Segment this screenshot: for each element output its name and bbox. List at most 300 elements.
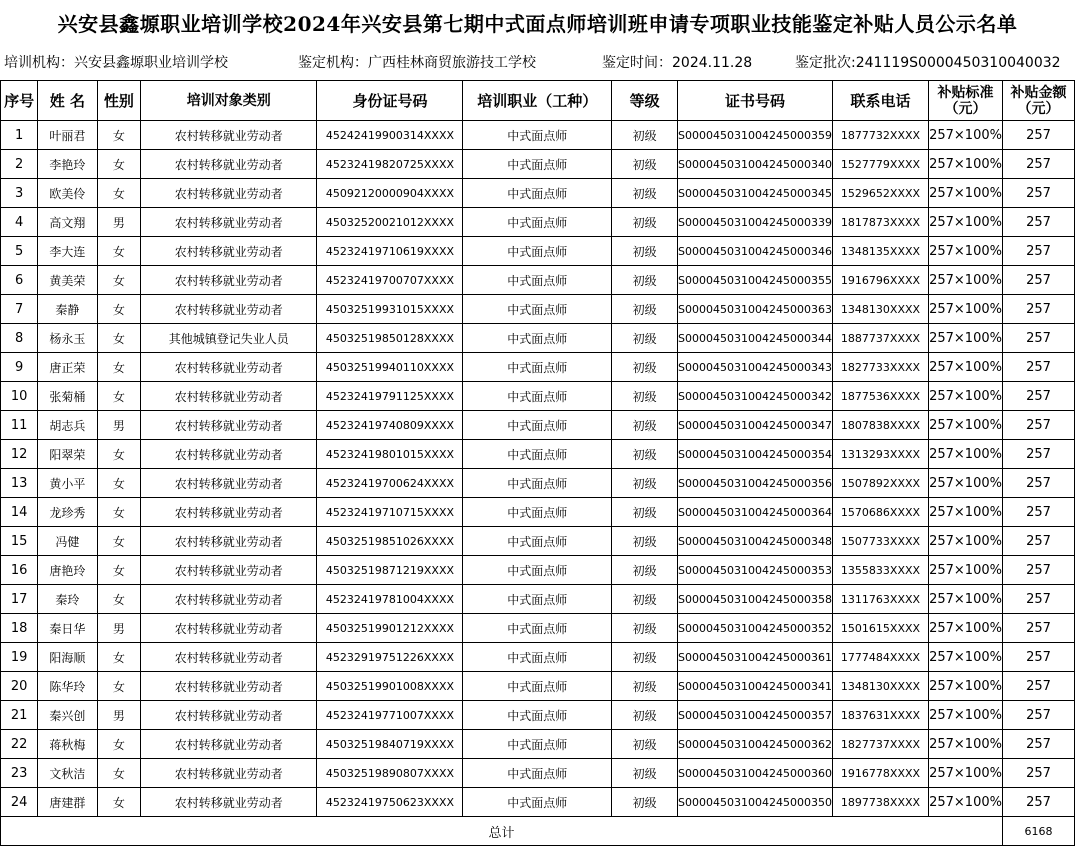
row-job: 中式面点师 [463, 701, 612, 730]
row-level: 初级 [612, 208, 678, 237]
row-gender: 男 [97, 411, 141, 440]
row-category: 农村转移就业劳动者 [141, 150, 317, 179]
header-job: 培训职业（工种） [463, 81, 612, 121]
row-cert-number: S000045031004245000345 [678, 179, 833, 208]
row-gender: 女 [97, 353, 141, 382]
row-amount: 257 [1003, 585, 1075, 614]
row-amount: 257 [1003, 730, 1075, 759]
row-amount: 257 [1003, 440, 1075, 469]
row-phone: 1311763XXXX [832, 585, 928, 614]
row-no: 17 [1, 585, 38, 614]
row-category: 农村转移就业劳动者 [141, 411, 317, 440]
row-job: 中式面点师 [463, 353, 612, 382]
row-cert-number: S000045031004245000348 [678, 527, 833, 556]
row-standard: 257×100% [929, 295, 1003, 324]
row-no: 11 [1, 411, 38, 440]
row-standard: 257×100% [929, 730, 1003, 759]
row-standard: 257×100% [929, 440, 1003, 469]
document-meta [0, 52, 1075, 72]
row-id-number: 45032519871219XXXX [317, 556, 463, 585]
row-name: 李大连 [38, 237, 97, 266]
row-phone: 1807838XXXX [832, 411, 928, 440]
row-no: 16 [1, 556, 38, 585]
header-id: 身份证号码 [317, 81, 463, 121]
row-job: 中式面点师 [463, 266, 612, 295]
row-name: 欧美伶 [38, 179, 97, 208]
row-phone: 1313293XXXX [832, 440, 928, 469]
row-amount: 257 [1003, 237, 1075, 266]
row-id-number: 45232419791125XXXX [317, 382, 463, 411]
row-job: 中式面点师 [463, 614, 612, 643]
row-amount: 257 [1003, 643, 1075, 672]
row-cert-number: S000045031004245000353 [678, 556, 833, 585]
table-row [1, 614, 1075, 643]
row-standard: 257×100% [929, 643, 1003, 672]
row-job: 中式面点师 [463, 788, 612, 817]
row-name: 唐艳玲 [38, 556, 97, 585]
row-no: 12 [1, 440, 38, 469]
header-standard: 补贴标准（元） [929, 81, 1003, 121]
row-name: 张菊桶 [38, 382, 97, 411]
row-gender: 女 [97, 237, 141, 266]
training-org: 培训机构：兴安县鑫塬职业培训学校 [4, 55, 228, 71]
row-standard: 257×100% [929, 759, 1003, 788]
row-standard: 257×100% [929, 324, 1003, 353]
appraisal-org: 鉴定机构：广西桂林商贸旅游技工学校 [298, 55, 536, 71]
row-id-number: 45232419750623XXXX [317, 788, 463, 817]
row-category: 农村转移就业劳动者 [141, 179, 317, 208]
row-phone: 1916796XXXX [832, 266, 928, 295]
row-category: 农村转移就业劳动者 [141, 440, 317, 469]
header-name: 姓 名 [38, 81, 97, 121]
row-standard: 257×100% [929, 556, 1003, 585]
table-row [1, 353, 1075, 382]
row-job: 中式面点师 [463, 730, 612, 759]
row-gender: 女 [97, 730, 141, 759]
row-no: 18 [1, 614, 38, 643]
row-id-number: 45032519890807XXXX [317, 759, 463, 788]
row-id-number: 45232419700707XXXX [317, 266, 463, 295]
row-name: 秦静 [38, 295, 97, 324]
row-level: 初级 [612, 788, 678, 817]
row-standard: 257×100% [929, 614, 1003, 643]
row-id-number: 45032520021012XXXX [317, 208, 463, 237]
row-job: 中式面点师 [463, 469, 612, 498]
table-row [1, 295, 1075, 324]
row-standard: 257×100% [929, 353, 1003, 382]
row-level: 初级 [612, 701, 678, 730]
row-amount: 257 [1003, 208, 1075, 237]
row-cert-number: S000045031004245000358 [678, 585, 833, 614]
row-level: 初级 [612, 614, 678, 643]
row-id-number: 45232419771007XXXX [317, 701, 463, 730]
table-row [1, 411, 1075, 440]
header-gender: 性别 [97, 81, 141, 121]
row-category: 农村转移就业劳动者 [141, 237, 317, 266]
row-job: 中式面点师 [463, 411, 612, 440]
row-amount: 257 [1003, 150, 1075, 179]
row-job: 中式面点师 [463, 324, 612, 353]
row-name: 高文翔 [38, 208, 97, 237]
row-level: 初级 [612, 527, 678, 556]
row-amount: 257 [1003, 382, 1075, 411]
row-name: 龙珍秀 [38, 498, 97, 527]
row-name: 叶丽君 [38, 121, 97, 150]
row-no: 24 [1, 788, 38, 817]
row-job: 中式面点师 [463, 643, 612, 672]
row-no: 22 [1, 730, 38, 759]
row-standard: 257×100% [929, 498, 1003, 527]
row-no: 14 [1, 498, 38, 527]
row-no: 8 [1, 324, 38, 353]
row-name: 蒋秋梅 [38, 730, 97, 759]
row-gender: 女 [97, 121, 141, 150]
table-row [1, 498, 1075, 527]
table-row [1, 788, 1075, 817]
row-cert-number: S000045031004245000352 [678, 614, 833, 643]
row-name: 黄小平 [38, 469, 97, 498]
row-name: 李艳玲 [38, 150, 97, 179]
row-gender: 男 [97, 701, 141, 730]
row-amount: 257 [1003, 179, 1075, 208]
row-level: 初级 [612, 440, 678, 469]
row-name: 陈华玲 [38, 672, 97, 701]
row-amount: 257 [1003, 788, 1075, 817]
row-phone: 1827733XXXX [832, 353, 928, 382]
row-no: 10 [1, 382, 38, 411]
row-amount: 257 [1003, 324, 1075, 353]
row-amount: 257 [1003, 498, 1075, 527]
row-amount: 257 [1003, 672, 1075, 701]
row-job: 中式面点师 [463, 556, 612, 585]
table-row [1, 759, 1075, 788]
row-id-number: 45232419710715XXXX [317, 498, 463, 527]
appraisal-time: 鉴定时间：2024.11.28 [602, 55, 753, 71]
row-cert-number: S000045031004245000357 [678, 701, 833, 730]
row-level: 初级 [612, 237, 678, 266]
row-phone: 1887737XXXX [832, 324, 928, 353]
row-phone: 1348130XXXX [832, 672, 928, 701]
row-phone: 1777484XXXX [832, 643, 928, 672]
header-cert: 证书号码 [678, 81, 833, 121]
row-id-number: 45032519901212XXXX [317, 614, 463, 643]
subsidy-table [0, 80, 1075, 846]
row-gender: 女 [97, 469, 141, 498]
row-gender: 女 [97, 266, 141, 295]
row-no: 6 [1, 266, 38, 295]
row-category: 农村转移就业劳动者 [141, 788, 317, 817]
row-category: 农村转移就业劳动者 [141, 498, 317, 527]
row-standard: 257×100% [929, 527, 1003, 556]
row-amount: 257 [1003, 411, 1075, 440]
row-cert-number: S000045031004245000355 [678, 266, 833, 295]
row-gender: 女 [97, 672, 141, 701]
table-row [1, 382, 1075, 411]
row-standard: 257×100% [929, 121, 1003, 150]
row-phone: 1837631XXXX [832, 701, 928, 730]
row-id-number: 45032519850128XXXX [317, 324, 463, 353]
row-gender: 女 [97, 585, 141, 614]
row-category: 农村转移就业劳动者 [141, 295, 317, 324]
table-row [1, 237, 1075, 266]
row-no: 4 [1, 208, 38, 237]
row-level: 初级 [612, 150, 678, 179]
row-level: 初级 [612, 730, 678, 759]
row-level: 初级 [612, 411, 678, 440]
row-no: 15 [1, 527, 38, 556]
row-standard: 257×100% [929, 237, 1003, 266]
row-name: 秦玲 [38, 585, 97, 614]
row-id-number: 45232419700624XXXX [317, 469, 463, 498]
row-level: 初级 [612, 121, 678, 150]
row-cert-number: S000045031004245000354 [678, 440, 833, 469]
table-row [1, 527, 1075, 556]
row-phone: 1570686XXXX [832, 498, 928, 527]
row-level: 初级 [612, 643, 678, 672]
table-row [1, 730, 1075, 759]
row-id-number: 45232419781004XXXX [317, 585, 463, 614]
row-standard: 257×100% [929, 672, 1003, 701]
row-gender: 男 [97, 208, 141, 237]
row-id-number: 45232419710619XXXX [317, 237, 463, 266]
row-id-number: 45032519931015XXXX [317, 295, 463, 324]
row-category: 其他城镇登记失业人员 [141, 324, 317, 353]
row-amount: 257 [1003, 295, 1075, 324]
row-amount: 257 [1003, 353, 1075, 382]
row-cert-number: S000045031004245000346 [678, 237, 833, 266]
row-gender: 女 [97, 382, 141, 411]
table-row [1, 208, 1075, 237]
row-cert-number: S000045031004245000361 [678, 643, 833, 672]
row-name: 阳翠荣 [38, 440, 97, 469]
row-gender: 女 [97, 556, 141, 585]
row-no: 13 [1, 469, 38, 498]
row-level: 初级 [612, 759, 678, 788]
row-no: 9 [1, 353, 38, 382]
row-job: 中式面点师 [463, 527, 612, 556]
row-gender: 女 [97, 759, 141, 788]
row-standard: 257×100% [929, 585, 1003, 614]
table-row [1, 585, 1075, 614]
row-id-number: 45232419801015XXXX [317, 440, 463, 469]
row-id-number: 45032519940110XXXX [317, 353, 463, 382]
row-gender: 女 [97, 179, 141, 208]
row-category: 农村转移就业劳动者 [141, 353, 317, 382]
row-level: 初级 [612, 469, 678, 498]
row-id-number: 45092120000904XXXX [317, 179, 463, 208]
row-job: 中式面点师 [463, 179, 612, 208]
row-job: 中式面点师 [463, 208, 612, 237]
row-cert-number: S000045031004245000359 [678, 121, 833, 150]
row-level: 初级 [612, 353, 678, 382]
row-cert-number: S000045031004245000363 [678, 295, 833, 324]
row-amount: 257 [1003, 556, 1075, 585]
row-no: 20 [1, 672, 38, 701]
row-level: 初级 [612, 295, 678, 324]
row-job: 中式面点师 [463, 382, 612, 411]
row-cert-number: S000045031004245000362 [678, 730, 833, 759]
row-cert-number: S000045031004245000341 [678, 672, 833, 701]
row-phone: 1527779XXXX [832, 150, 928, 179]
row-level: 初级 [612, 585, 678, 614]
row-name: 杨永玉 [38, 324, 97, 353]
row-no: 3 [1, 179, 38, 208]
row-name: 黄美荣 [38, 266, 97, 295]
appraisal-batch: 鉴定批次:241119S0000450310040032 [795, 55, 1061, 71]
row-amount: 257 [1003, 121, 1075, 150]
row-cert-number: S000045031004245000339 [678, 208, 833, 237]
row-cert-number: S000045031004245000360 [678, 759, 833, 788]
table-row [1, 324, 1075, 353]
row-name: 胡志兵 [38, 411, 97, 440]
row-category: 农村转移就业劳动者 [141, 121, 317, 150]
row-standard: 257×100% [929, 266, 1003, 295]
row-job: 中式面点师 [463, 121, 612, 150]
row-job: 中式面点师 [463, 498, 612, 527]
row-standard: 257×100% [929, 208, 1003, 237]
row-level: 初级 [612, 266, 678, 295]
row-level: 初级 [612, 498, 678, 527]
row-phone: 1348135XXXX [832, 237, 928, 266]
row-phone: 1355833XXXX [832, 556, 928, 585]
row-standard: 257×100% [929, 701, 1003, 730]
table-row [1, 643, 1075, 672]
row-category: 农村转移就业劳动者 [141, 266, 317, 295]
row-standard: 257×100% [929, 469, 1003, 498]
row-id-number: 45032519840719XXXX [317, 730, 463, 759]
row-name: 唐正荣 [38, 353, 97, 382]
row-cert-number: S000045031004245000350 [678, 788, 833, 817]
row-category: 农村转移就业劳动者 [141, 585, 317, 614]
row-level: 初级 [612, 672, 678, 701]
row-level: 初级 [612, 324, 678, 353]
row-phone: 1897738XXXX [832, 788, 928, 817]
row-phone: 1529652XXXX [832, 179, 928, 208]
row-name: 阳海顺 [38, 643, 97, 672]
row-id-number: 45032519851026XXXX [317, 527, 463, 556]
total-row [1, 817, 1075, 846]
row-job: 中式面点师 [463, 759, 612, 788]
table-row [1, 556, 1075, 585]
row-name: 冯健 [38, 527, 97, 556]
row-cert-number: S000045031004245000356 [678, 469, 833, 498]
row-gender: 女 [97, 324, 141, 353]
row-category: 农村转移就业劳动者 [141, 759, 317, 788]
row-phone: 1507733XXXX [832, 527, 928, 556]
table-header-row [1, 81, 1075, 121]
row-cert-number: S000045031004245000344 [678, 324, 833, 353]
document-title: 兴安县鑫塬职业培训学校2024年兴安县第七期中式面点师培训班申请专项职业技能鉴定补贴人员公示名单 [57, 12, 1018, 36]
row-job: 中式面点师 [463, 585, 612, 614]
row-job: 中式面点师 [463, 237, 612, 266]
row-cert-number: S000045031004245000343 [678, 353, 833, 382]
row-gender: 女 [97, 498, 141, 527]
row-no: 2 [1, 150, 38, 179]
header-category: 培训对象类别 [141, 81, 317, 121]
row-name: 秦兴创 [38, 701, 97, 730]
table-row [1, 266, 1075, 295]
row-cert-number: S000045031004245000364 [678, 498, 833, 527]
row-name: 秦日华 [38, 614, 97, 643]
row-no: 21 [1, 701, 38, 730]
row-no: 5 [1, 237, 38, 266]
table-row [1, 469, 1075, 498]
row-job: 中式面点师 [463, 150, 612, 179]
row-category: 农村转移就业劳动者 [141, 614, 317, 643]
row-cert-number: S000045031004245000347 [678, 411, 833, 440]
row-name: 唐建群 [38, 788, 97, 817]
row-job: 中式面点师 [463, 295, 612, 324]
row-no: 1 [1, 121, 38, 150]
row-id-number: 45232419740809XXXX [317, 411, 463, 440]
total-label: 总计 [1, 817, 1003, 846]
header-amount: 补贴金额（元） [1003, 81, 1075, 121]
row-standard: 257×100% [929, 788, 1003, 817]
row-id-number: 45232419820725XXXX [317, 150, 463, 179]
table-row [1, 150, 1075, 179]
table-row [1, 121, 1075, 150]
row-phone: 1817873XXXX [832, 208, 928, 237]
row-phone: 1877732XXXX [832, 121, 928, 150]
row-phone: 1916778XXXX [832, 759, 928, 788]
row-amount: 257 [1003, 469, 1075, 498]
row-gender: 男 [97, 614, 141, 643]
row-level: 初级 [612, 556, 678, 585]
row-category: 农村转移就业劳动者 [141, 730, 317, 759]
row-amount: 257 [1003, 527, 1075, 556]
row-id-number: 45232919751226XXXX [317, 643, 463, 672]
row-name: 文秋洁 [38, 759, 97, 788]
row-phone: 1501615XXXX [832, 614, 928, 643]
row-gender: 女 [97, 527, 141, 556]
row-amount: 257 [1003, 701, 1075, 730]
row-standard: 257×100% [929, 411, 1003, 440]
row-amount: 257 [1003, 266, 1075, 295]
row-category: 农村转移就业劳动者 [141, 643, 317, 672]
table-row [1, 179, 1075, 208]
row-job: 中式面点师 [463, 672, 612, 701]
header-phone: 联系电话 [832, 81, 928, 121]
row-cert-number: S000045031004245000340 [678, 150, 833, 179]
table-row [1, 701, 1075, 730]
row-category: 农村转移就业劳动者 [141, 556, 317, 585]
header-level: 等级 [612, 81, 678, 121]
row-category: 农村转移就业劳动者 [141, 208, 317, 237]
row-amount: 257 [1003, 614, 1075, 643]
row-phone: 1877536XXXX [832, 382, 928, 411]
table-body [1, 121, 1075, 817]
row-standard: 257×100% [929, 150, 1003, 179]
row-standard: 257×100% [929, 179, 1003, 208]
row-gender: 女 [97, 440, 141, 469]
row-job: 中式面点师 [463, 440, 612, 469]
row-standard: 257×100% [929, 382, 1003, 411]
row-phone: 1507892XXXX [832, 469, 928, 498]
row-phone: 1827737XXXX [832, 730, 928, 759]
row-gender: 女 [97, 788, 141, 817]
row-id-number: 45032519901008XXXX [317, 672, 463, 701]
row-cert-number: S000045031004245000342 [678, 382, 833, 411]
table-row [1, 672, 1075, 701]
row-gender: 女 [97, 295, 141, 324]
row-category: 农村转移就业劳动者 [141, 527, 317, 556]
row-category: 农村转移就业劳动者 [141, 469, 317, 498]
row-category: 农村转移就业劳动者 [141, 672, 317, 701]
row-phone: 1348130XXXX [832, 295, 928, 324]
row-gender: 女 [97, 643, 141, 672]
row-level: 初级 [612, 179, 678, 208]
table-row [1, 440, 1075, 469]
